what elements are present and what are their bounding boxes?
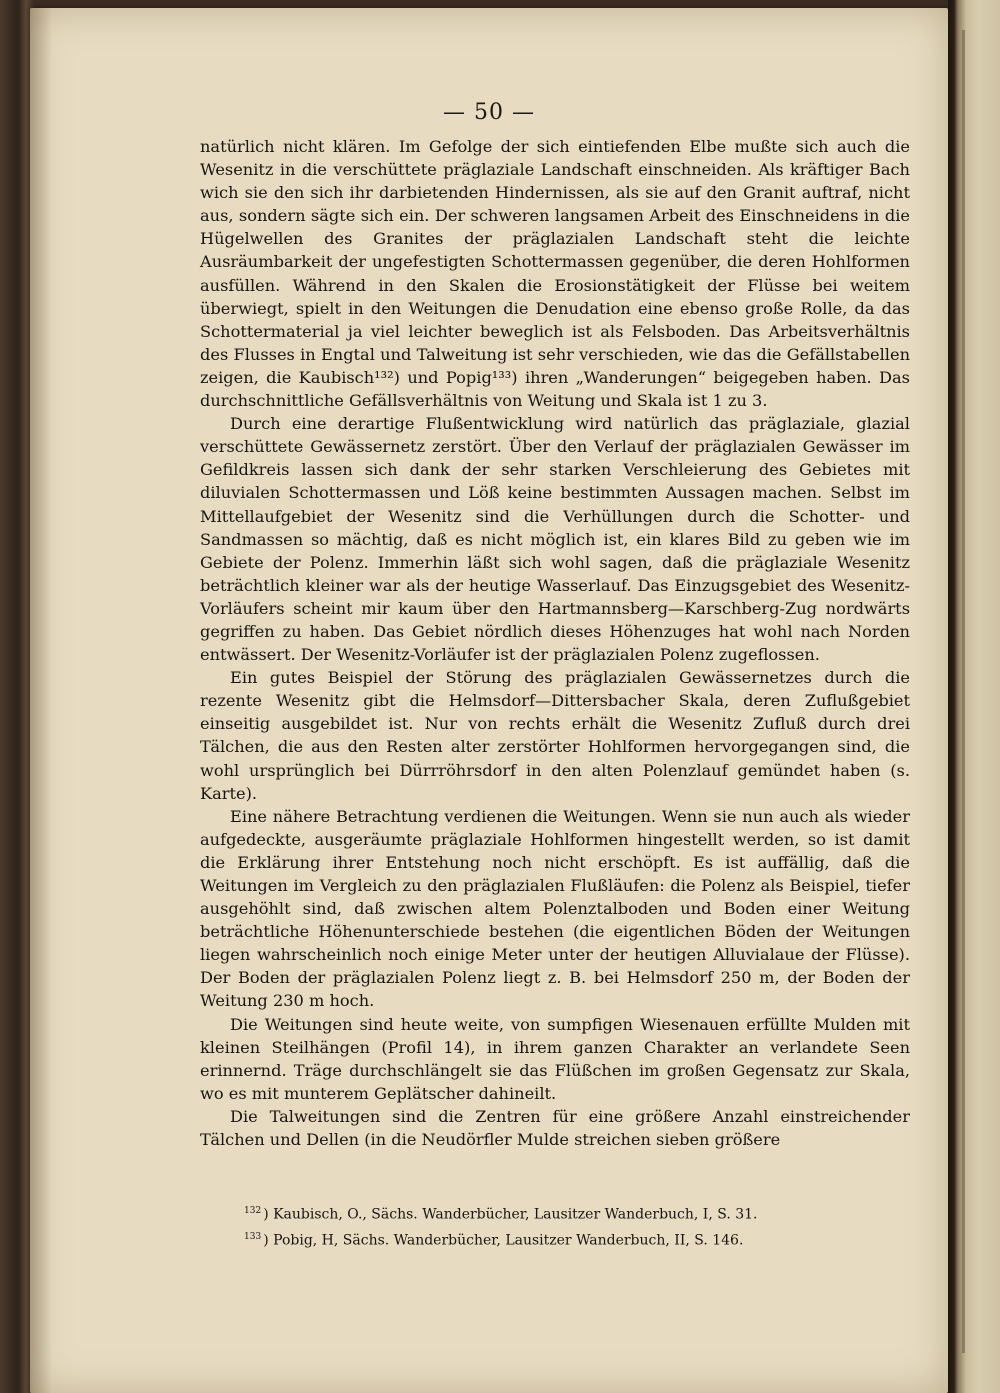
footnote-text: ) Kaubisch, O., Sächs. Wanderbücher, Lausitzer Wanderbuch, I, S. 31.	[263, 1206, 758, 1223]
page-sheet	[30, 8, 948, 1393]
paragraph-3: Ein gutes Beispiel der Störung des präglazialen Gewässernetzes durch die rezente Wesenitz gibt die Helmsdorf—Dittersbacher Skala, deren Zuflußgebiet einseitig ausgebildet ist. Nur von rechts erhält die Wesenitz Zufluß durch drei Tälchen, die aus den Resten alter zerstörter Hohlformen hervorgegangen sind, die wohl ursprünglich bei Dürrröhrsdorf in den alten Polenzlauf gemündet haben (s. Karte).	[200, 668, 910, 803]
page-number: — 50 —	[443, 100, 535, 125]
paragraph-6: Die Talweitungen sind die Zentren für eine größere Anzahl einstreichender Tälchen und Dellen (in die Neudörfler Mulde streichen sieben größere	[200, 1106, 910, 1150]
paragraph-4: Eine nähere Betrachtung verdienen die Weitungen. Wenn sie nun auch als wieder aufgedeckte, ausgeräumte präglaziale Hohlformen hingestellt werden, so ist damit die Erklärung ihrer Entstehung noch nicht erschöpft. Es ist auffällig, daß die Weitungen im Vergleich zu den präglazialen Flußläufen: die Polenz als Beispiel, tiefer ausgehöhlt sind, daß zwischen altem Polenztalboden und Boden einer Weitung beträchtliche Höhenunterschiede bestehen (die eigentlichen Böden der Weitungen liegen wahrscheinlich noch einige Meter unter der heutigen Alluvialaue der Flüsse). Der Boden der präglazialen Polenz liegt z. B. bei Helmsdorf 250 m, der Boden der Weitung 230 m hoch.	[200, 806, 910, 1011]
paragraph-2: Durch eine derartige Flußentwicklung wird natürlich das präglaziale, glazial verschüttete Gewässernetz zerstört. Über den Verlauf der präglazialen Gewässer im Gefildkreis lassen sich dank der sehr starken Verschleierung des Gebietes mit diluvialen Schottermassen und Löß keine bestimmten Aussagen machen. Selbst im Mittellaufgebiet der Wesenitz sind die Verhüllungen durch die Schotter- und Sandmassen so mächtig, daß es nicht möglich ist, ein klares Bild zu geben wie im Gebiete der Polenz. Immerhin läßt sich wohl sagen, daß die präglaziale Wesenitz beträchtlich kleiner war als der heutige Wasserlauf. Das Einzugsgebiet des Wesenitz-Vorläufers scheint mir kaum über den Hartmannsberg—Karschberg-Zug nordwärts gegriffen zu haben. Das Gebiet nördlich dieses Höhenzuges hat wohl nach Norden entwässert. Der Wesenitz-Vorläufer ist der präglazialen Polenz zugeflossen.	[200, 414, 910, 665]
paragraph-1: natürlich nicht klären. Im Gefolge der sich eintiefenden Elbe mußte sich auch die Wesenitz in die verschüttete präglaziale Landschaft einschneiden. Als kräftiger Bach wich sie den sich ihr darbietenden Hindernissen, als sie auf den Granit auftraf, nicht aus, sondern sägte sich ein. Der schweren langsamen Arbeit des Einschneidens in die Hügelwellen des Granites der präglazialen Landschaft steht die leichte Ausräumbarkeit der ungefestigten Schottermassen gegenüber, die deren Hohlformen ausfüllen. Während in den Skalen die Erosionstätigkeit der Flüsse bei weitem überwiegt, spielt in den Weitungen die Denudation eine ebenso große Rolle, da das Schottermaterial ja viel leichter beweglich ist als Felsboden. Das Arbeitsverhältnis des Flusses in Engtal und Talweitung ist sehr verschieden, wie das die Gefällstabellen zeigen, die Kaubisch¹³²) und Popig¹³³) ihren „Wanderungen“ beigegeben haben. Das durchschnittliche Gefällsverhältnis von Weitung und Skala ist 1 zu 3.	[200, 137, 910, 411]
next-page-edge	[948, 0, 1000, 1393]
body-text	[200, 135, 910, 1151]
footnote-mark: 133	[244, 1231, 262, 1242]
footnote-133	[244, 1226, 904, 1252]
paragraph-5: Die Weitungen sind heute weite, von sumpfigen Wiesenauen erfüllte Mulden mit kleinen Steilhängen (Profil 14), in ihrem ganzen Charakter an verlandete Seen erinnernd. Träge durchschlängelt sie das Flüßchen im großen Gegensatz zur Skala, wo es mit munterem Geplätscher dahineilt.	[200, 1014, 910, 1103]
footnote-text: ) Pobig, H, Sächs. Wanderbücher, Lausitzer Wanderbuch, II, S. 146.	[263, 1232, 744, 1249]
footnote-mark: 132	[244, 1206, 262, 1216]
footnote-132	[244, 1200, 904, 1226]
footnotes	[244, 1200, 904, 1251]
